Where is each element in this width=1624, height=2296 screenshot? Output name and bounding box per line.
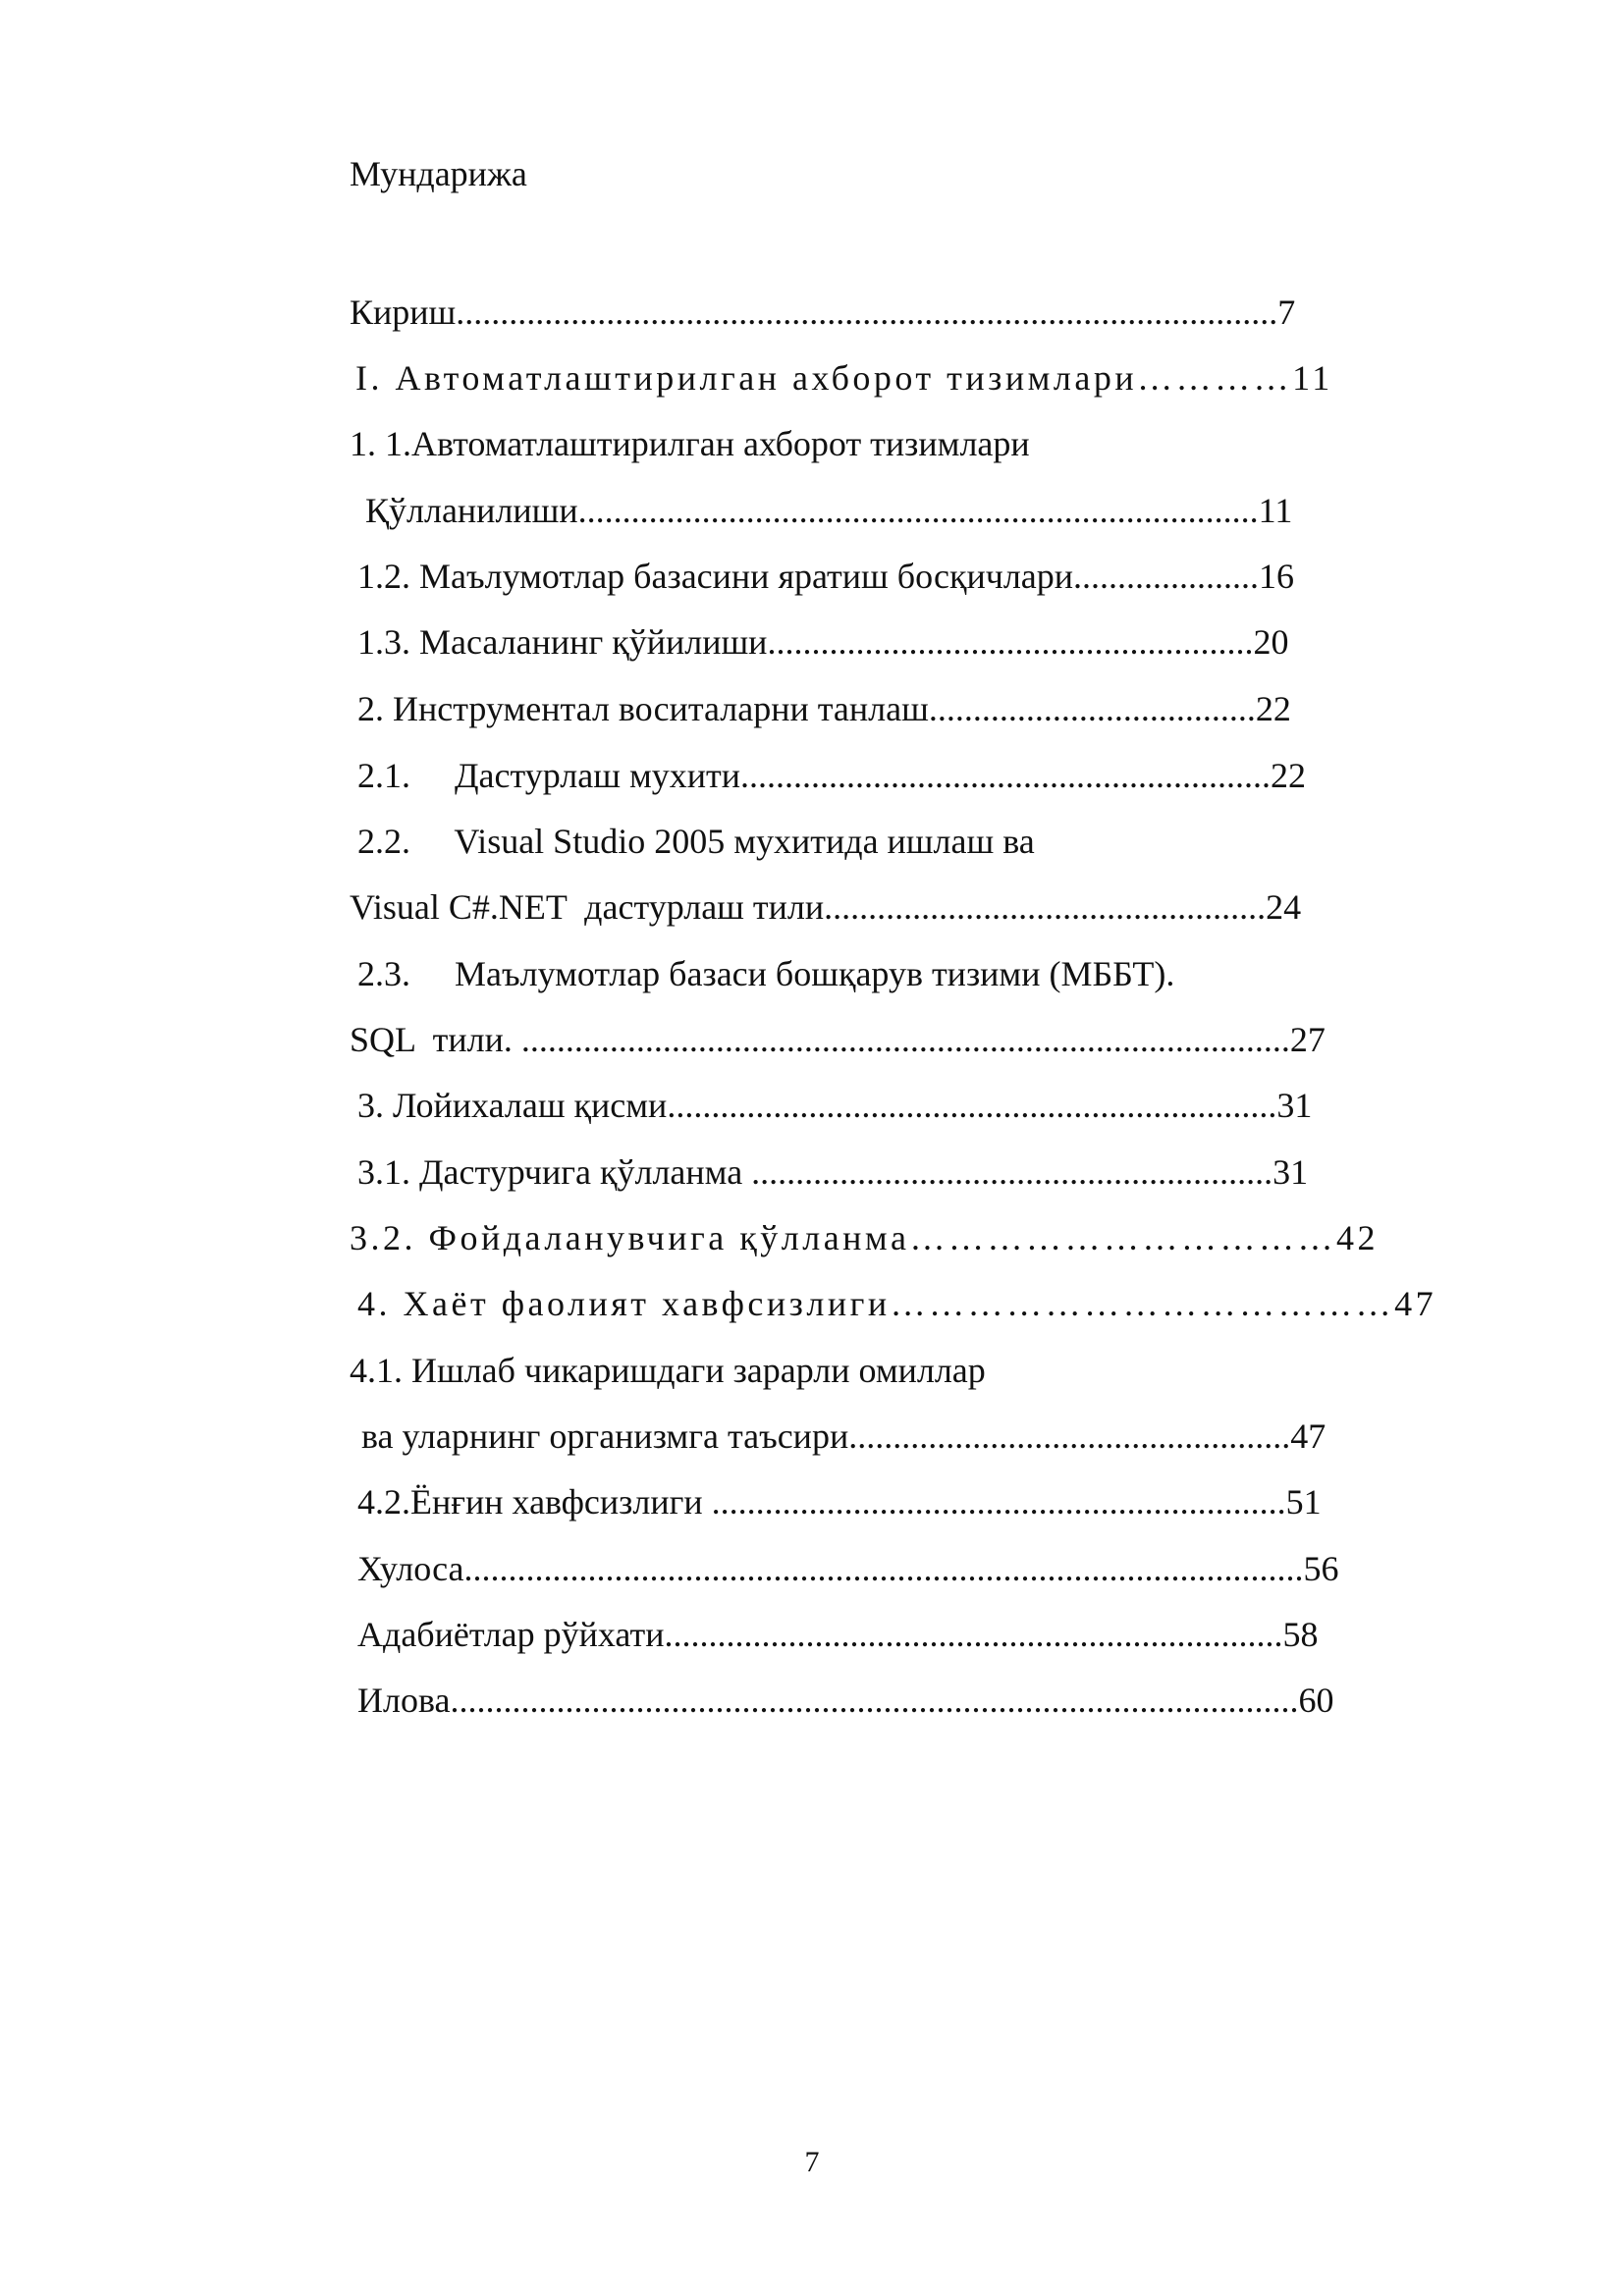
toc-entry-2-3-line2: SQL тили. .......................................................................................27 [350,1020,1326,1059]
toc-entry-1-1-line2: Қўлланилиши.............................................................................11 [365,491,1293,530]
toc-entry-2-2-line2: Visual C#.NET дастурлаш тили..................................................24 [350,887,1302,927]
toc-entry-appendix: Илова................................................................................................60 [357,1681,1334,1720]
toc-entry-chapter-4: 4. Хаёт фаолият хавфсизлиги…………………………………47 [357,1284,1437,1323]
toc-entry-chapter-2: 2. Инструментал воситаларни танлаш.....................................22 [357,689,1291,728]
toc-entry-chapter-3: 3. Лойихалаш қисми.....................................................................31 [357,1086,1313,1125]
page-number: 7 [804,2146,820,2178]
toc-entry-4-1-line1: 4.1. Ишлаб чикаришдаги зарарли омиллар [350,1351,986,1390]
toc-entry-references: Адабиётлар рўйхати......................................................................58 [357,1615,1319,1654]
toc-entry-1-2: 1.2. Маълумотлар базасини яратиш босқичлари.....................16 [357,557,1295,596]
toc-entry-3-1: 3.1. Дастурчига қўлланма ...........................................................31 [357,1152,1309,1192]
toc-entry-conclusion: Хулоса...............................................................................................56 [357,1549,1339,1588]
toc-entry-4-2: 4.2.Ёнғин хавфсизлиги .................................................................51 [357,1482,1322,1522]
toc-entry-3-2: 3.2. Фойдаланувчига қўлланма……………………………42 [350,1218,1379,1257]
toc-entry-1-1-line1: 1. 1.Автоматлаштирилган ахборот тизимлари [350,424,1030,463]
toc-entry-2-3-line1: 2.3. Маълумотлар базаси бошқарув тизими (МББТ). [357,954,1175,993]
toc-entry-2-1: 2.1. Дастурлаш мухити............................................................22 [357,756,1307,795]
toc-entry-1-3: 1.3. Масаланинг қўйилиши.......................................................20 [357,622,1289,662]
toc-entry-2-2-line1: 2.2. Visual Studio 2005 мухитида ишлаш ва [357,822,1035,861]
toc-heading: Мундарижа [350,154,527,193]
toc-entry-4-1-line2: ва уларнинг организмга таъсири..................................................47 [361,1416,1326,1456]
toc-entry-introduction: Кириш.............................................................................................7 [350,293,1296,332]
toc-entry-chapter-1: I. Автоматлаштирилган ахборот тизимлари…………11 [355,358,1333,398]
